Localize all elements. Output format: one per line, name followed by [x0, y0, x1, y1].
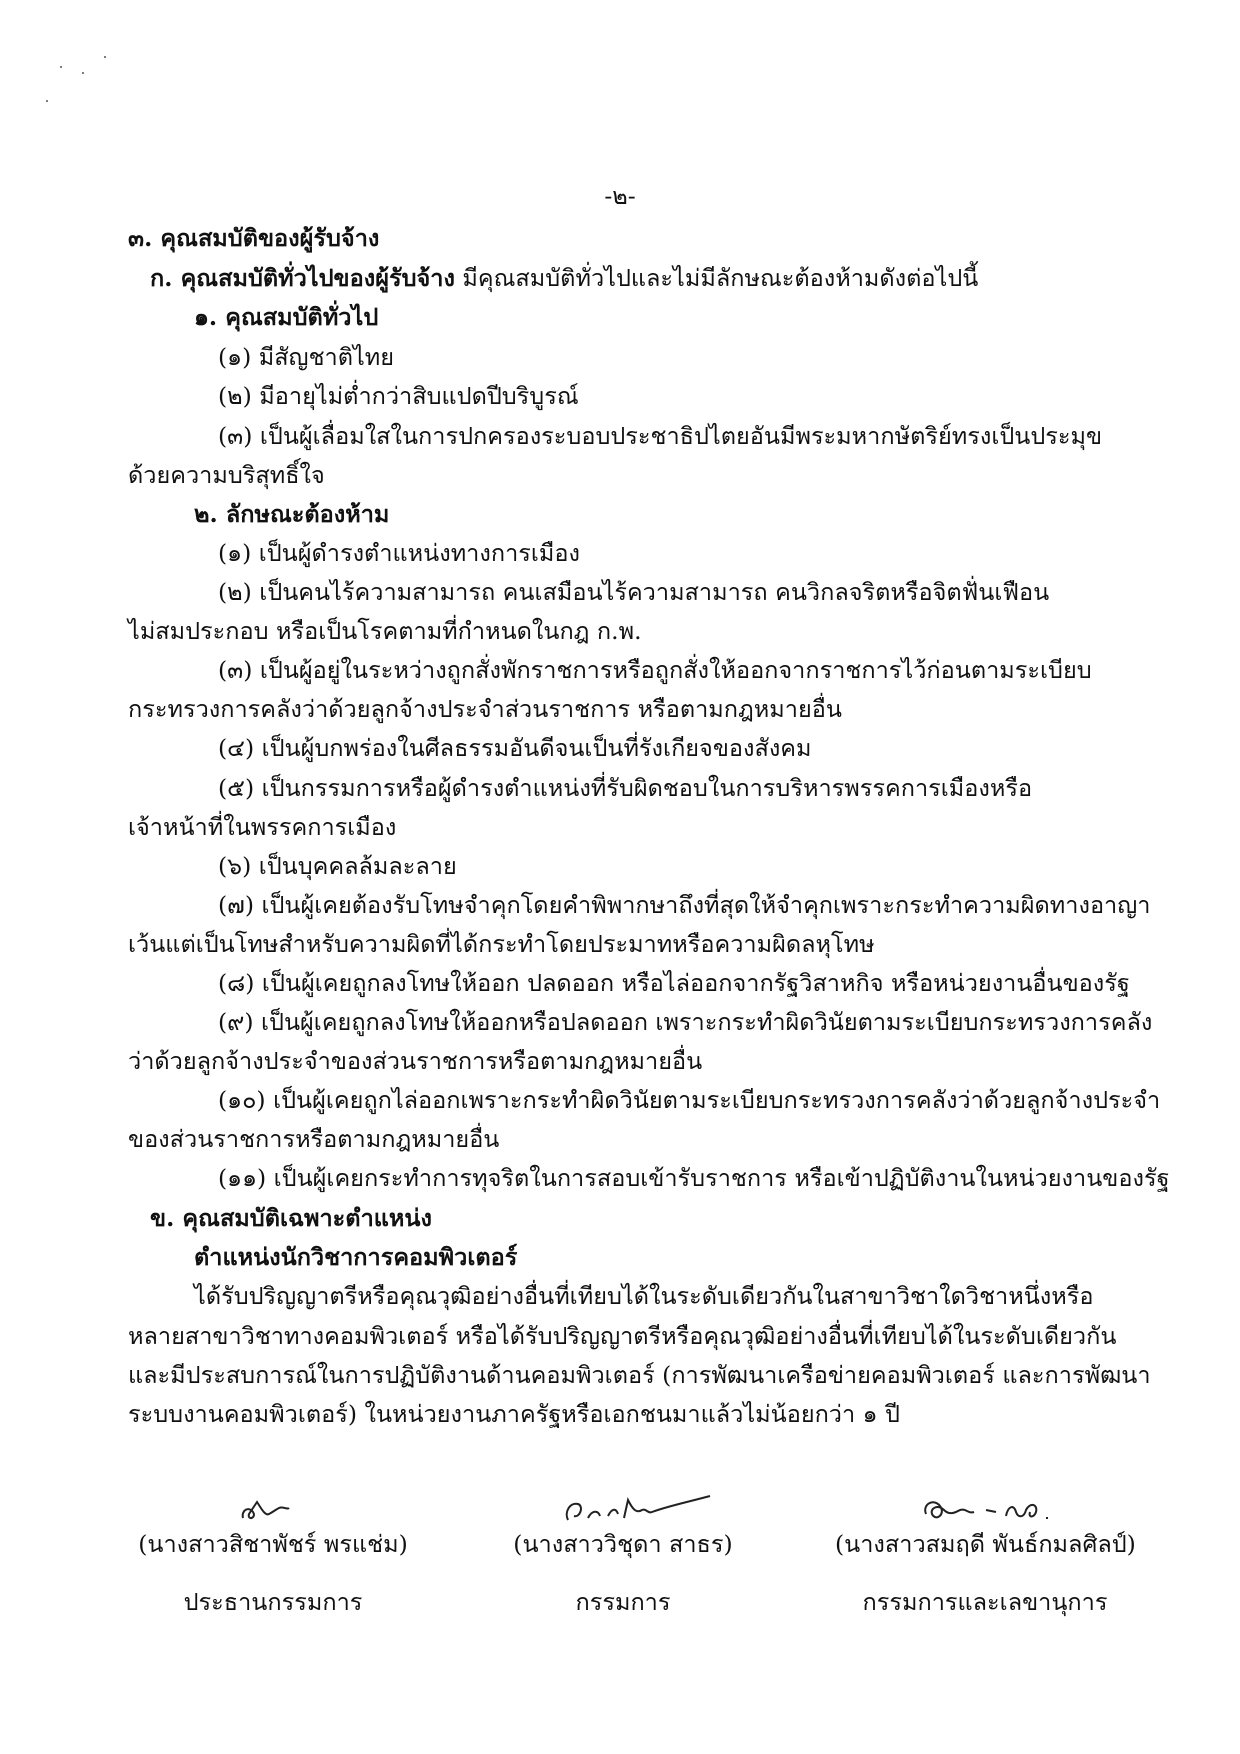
prohibition-item-continued: เจ้าหน้าที่ในพรรคการเมือง: [128, 813, 397, 841]
signature-mark: [213, 1488, 333, 1528]
specific-heading: ข. คุณสมบัติเฉพาะตำแหน่ง: [150, 1204, 432, 1232]
page-number: -๒-: [604, 182, 636, 210]
signer-role: กรรมการ: [575, 1588, 671, 1616]
prohibition-item: (๖) เป็นบุคคลล้มละลาย: [218, 852, 457, 880]
prohibition-item: (๔) เป็นผู้บกพร่องในศีลธรรมอันดีจนเป็นที่รังเกียจของสังคม: [218, 734, 812, 762]
signature-block-member: [478, 1488, 768, 1618]
specific-text-line: หลายสาขาวิชาทางคอมพิวเตอร์ หรือได้รับปริญญาตรีหรือคุณวุฒิอย่างอื่นที่เทียบได้ในระดับเดียวกัน: [128, 1322, 1117, 1350]
signer-name: (นางสาววิชุดา สาธร): [513, 1530, 733, 1558]
qualification-item: (๓) เป็นผู้เลื่อมใสในการปกครองระบอบประชาธิปไตยอันมีพระมหากษัตริย์ทรงเป็นประมุข: [218, 422, 1103, 450]
general-qualifications-title: ๑. คุณสมบัติทั่วไป: [194, 303, 379, 331]
signer-role: ประธานกรรมการ: [183, 1588, 363, 1616]
prohibition-item: (๙) เป็นผู้เคยถูกลงโทษให้ออกหรือปลดออก เพราะกระทำผิดวินัยตามระเบียบกระทรวงการคลัง: [218, 1008, 1153, 1036]
qualification-item: (๑) มีสัญชาติไทย: [218, 343, 395, 371]
prohibition-item: (๕) เป็นกรรมการหรือผู้ดำรงตำแหน่งที่รับผิดชอบในการบริหารพรรคการเมืองหรือ: [218, 774, 1033, 802]
prohibition-item-continued: ว่าด้วยลูกจ้างประจำของส่วนราชการหรือตามกฎหมายอื่น: [128, 1047, 703, 1075]
signer-name: (นางสาวสมฤดี พันธ์กมลศิลป์): [835, 1530, 1136, 1558]
scan-speck: [82, 72, 84, 74]
prohibition-item-continued: เว้นแต่เป็นโทษสำหรับความผิดที่ได้กระทำโดยประมาทหรือความผิดลหุโทษ: [128, 930, 875, 958]
scan-speck: [46, 100, 48, 102]
prohibition-item: (๑) เป็นผู้ดำรงตำแหน่งทางการเมือง: [218, 539, 581, 567]
prohibition-item: (๓) เป็นผู้อยู่ในระหว่างถูกสั่งพักราชการหรือถูกสั่งให้ออกจากราชการไว้ก่อนตามระเบียบ: [218, 656, 1092, 684]
prohibition-item: (๑๐) เป็นผู้เคยถูกไล่ออกเพราะกระทำผิดวินัยตามระเบียบกระทรวงการคลังว่าด้วยลูกจ้างประจำ: [218, 1086, 1161, 1114]
qualification-item-continued: ด้วยความบริสุทธิ์ใจ: [128, 461, 325, 489]
prohibition-item-continued: ไม่สมประกอบ หรือเป็นโรคตามที่กำหนดในกฎ ก.พ.: [128, 617, 642, 645]
position-title: ตำแหน่งนักวิชาการคอมพิวเตอร์: [194, 1243, 518, 1271]
scan-speck: [60, 66, 62, 68]
prohibitions-title: ๒. ลักษณะต้องห้าม: [194, 500, 390, 528]
prohibition-item: (๗) เป็นผู้เคยต้องรับโทษจำคุกโดยคำพิพากษาถึงที่สุดให้จำคุกเพราะกระทำความผิดทางอาญา: [218, 891, 1151, 919]
general-heading-rest: มีคุณสมบัติทั่วไปและไม่มีลักษณะต้องห้ามดังต่อไปนี้: [454, 264, 979, 292]
signature-block-chair: [128, 1488, 418, 1618]
prohibition-item: (๑๑) เป็นผู้เคยกระทำการทุจริตในการสอบเข้ารับราชการ หรือเข้าปฏิบัติงานในหน่วยงานของรัฐ: [218, 1164, 1170, 1192]
specific-text-line: ได้รับปริญญาตรีหรือคุณวุฒิอย่างอื่นที่เทียบได้ในระดับเดียวกันในสาขาวิชาใดวิชาหนึ่งหรือ: [194, 1282, 1094, 1310]
signer-name: (นางสาวสิชาพัชร์ พรแช่ม): [138, 1530, 408, 1558]
general-heading-line: [150, 262, 978, 294]
section-title: ๓. คุณสมบัติของผู้รับจ้าง: [128, 224, 380, 252]
signature-mark: [528, 1488, 718, 1528]
prohibition-item-continued: กระทรวงการคลังว่าด้วยลูกจ้างประจำส่วนราชการ หรือตามกฎหมายอื่น: [128, 695, 842, 723]
general-heading: ก. คุณสมบัติทั่วไปของผู้รับจ้าง: [150, 264, 455, 292]
specific-text-line: ระบบงานคอมพิวเตอร์) ในหน่วยงานภาครัฐหรือเอกชนมาแล้วไม่น้อยกว่า ๑ ปี: [128, 1400, 900, 1428]
signature-mark: [900, 1488, 1070, 1528]
qualification-item: (๒) มีอายุไม่ต่ำกว่าสิบแปดปีบริบูรณ์: [218, 382, 579, 410]
signature-block-secretary: [835, 1488, 1135, 1618]
specific-text-line: และมีประสบการณ์ในการปฏิบัติงานด้านคอมพิวเตอร์ (การพัฒนาเครือข่ายคอมพิวเตอร์ และการพัฒนา: [128, 1361, 1151, 1389]
prohibition-item-continued: ของส่วนราชการหรือตามกฎหมายอื่น: [128, 1125, 500, 1153]
prohibition-item: (๘) เป็นผู้เคยถูกลงโทษให้ออก ปลดออก หรือไล่ออกจากรัฐวิสาหกิจ หรือหน่วยงานอื่นของรัฐ: [218, 969, 1130, 997]
prohibition-item: (๒) เป็นคนไร้ความสามารถ คนเสมือนไร้ความสามารถ คนวิกลจริตหรือจิตฟั่นเฟือน: [218, 578, 1050, 606]
scan-speck: [104, 56, 106, 58]
signer-role: กรรมการและเลขานุการ: [862, 1588, 1108, 1616]
